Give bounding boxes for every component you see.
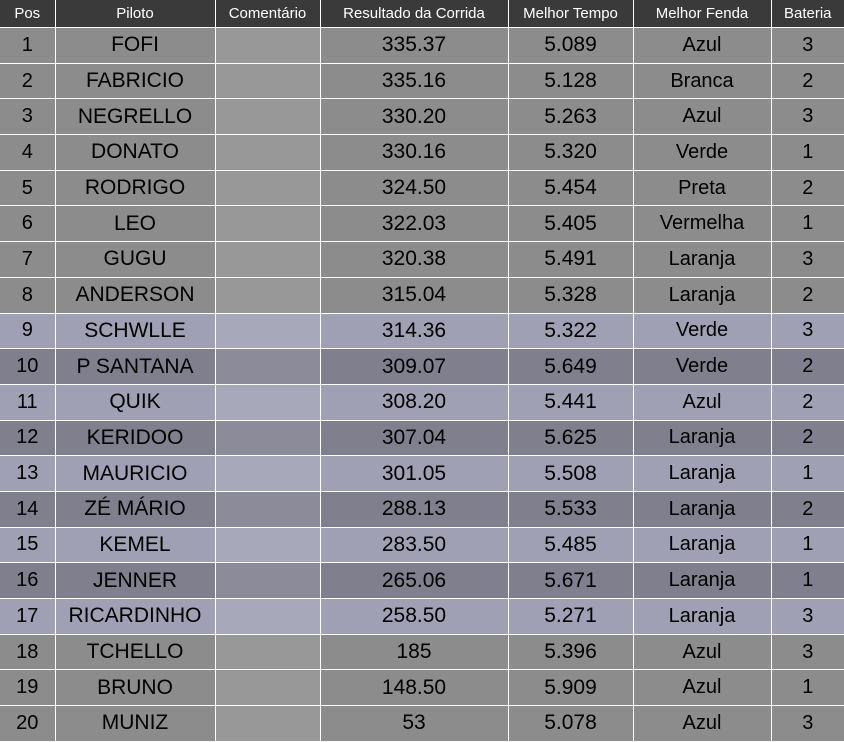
cell-best-lane: Laranja (633, 242, 771, 278)
cell-position: 3 (0, 99, 55, 135)
cell-heat: 3 (771, 706, 844, 742)
cell-best-lane: Preta (633, 170, 771, 206)
cell-position: 1 (0, 28, 55, 64)
cell-best-time: 5.322 (508, 313, 633, 349)
cell-best-time: 5.078 (508, 706, 633, 742)
table-row (0, 242, 844, 278)
cell-comment (215, 135, 320, 171)
table-row (0, 99, 844, 135)
cell-best-time: 5.533 (508, 491, 633, 527)
cell-best-lane: Verde (633, 313, 771, 349)
cell-best-lane: Laranja (633, 456, 771, 492)
cell-heat: 3 (771, 242, 844, 278)
cell-heat: 2 (771, 420, 844, 456)
cell-best-lane: Branca (633, 63, 771, 99)
cell-position: 13 (0, 456, 55, 492)
cell-driver-name: SCHWLLE (55, 313, 215, 349)
cell-driver-name: FOFI (55, 28, 215, 64)
cell-race-result: 53 (320, 706, 508, 742)
cell-best-lane: Verde (633, 349, 771, 385)
cell-best-lane: Azul (633, 28, 771, 64)
cell-driver-name: ANDERSON (55, 277, 215, 313)
cell-position: 15 (0, 527, 55, 563)
cell-best-time: 5.491 (508, 242, 633, 278)
cell-position: 6 (0, 206, 55, 242)
cell-heat: 3 (771, 634, 844, 670)
cell-best-lane: Laranja (633, 527, 771, 563)
cell-best-lane: Laranja (633, 491, 771, 527)
cell-race-result: 283.50 (320, 527, 508, 563)
cell-race-result: 335.37 (320, 28, 508, 64)
cell-driver-name: BRUNO (55, 670, 215, 706)
table-row (0, 670, 844, 706)
cell-best-lane: Laranja (633, 420, 771, 456)
column-header-piloto: Piloto (55, 0, 215, 28)
cell-best-lane: Azul (633, 634, 771, 670)
table-row (0, 491, 844, 527)
cell-heat: 1 (771, 135, 844, 171)
cell-heat: 3 (771, 313, 844, 349)
cell-position: 9 (0, 313, 55, 349)
cell-driver-name: MUNIZ (55, 706, 215, 742)
cell-best-time: 5.328 (508, 277, 633, 313)
cell-heat: 2 (771, 170, 844, 206)
cell-position: 7 (0, 242, 55, 278)
cell-race-result: 330.20 (320, 99, 508, 135)
cell-comment (215, 349, 320, 385)
cell-comment (215, 634, 320, 670)
cell-position: 14 (0, 491, 55, 527)
cell-heat: 2 (771, 491, 844, 527)
cell-driver-name: RODRIGO (55, 170, 215, 206)
cell-comment (215, 277, 320, 313)
cell-best-lane: Laranja (633, 563, 771, 599)
cell-position: 12 (0, 420, 55, 456)
cell-driver-name: QUIK (55, 384, 215, 420)
table-row (0, 135, 844, 171)
cell-heat: 3 (771, 599, 844, 635)
cell-race-result: 324.50 (320, 170, 508, 206)
cell-race-result: 288.13 (320, 491, 508, 527)
cell-comment (215, 527, 320, 563)
cell-position: 8 (0, 277, 55, 313)
table-row (0, 206, 844, 242)
cell-race-result: 301.05 (320, 456, 508, 492)
cell-best-time: 5.089 (508, 28, 633, 64)
cell-race-result: 265.06 (320, 563, 508, 599)
cell-best-time: 5.454 (508, 170, 633, 206)
cell-driver-name: KERIDOO (55, 420, 215, 456)
cell-best-time: 5.671 (508, 563, 633, 599)
cell-race-result: 322.03 (320, 206, 508, 242)
cell-best-time: 5.271 (508, 599, 633, 635)
table-row (0, 527, 844, 563)
cell-best-time: 5.128 (508, 63, 633, 99)
table-row (0, 456, 844, 492)
cell-position: 17 (0, 599, 55, 635)
cell-driver-name: NEGRELLO (55, 99, 215, 135)
cell-comment (215, 491, 320, 527)
cell-comment (215, 563, 320, 599)
cell-heat: 1 (771, 527, 844, 563)
cell-comment (215, 706, 320, 742)
header-row (0, 0, 844, 28)
cell-driver-name: RICARDINHO (55, 599, 215, 635)
cell-best-lane: Laranja (633, 277, 771, 313)
cell-comment (215, 63, 320, 99)
cell-driver-name: FABRICIO (55, 63, 215, 99)
table-row (0, 170, 844, 206)
cell-race-result: 148.50 (320, 670, 508, 706)
cell-best-time: 5.263 (508, 99, 633, 135)
cell-position: 19 (0, 670, 55, 706)
cell-position: 18 (0, 634, 55, 670)
cell-heat: 2 (771, 63, 844, 99)
cell-race-result: 314.36 (320, 313, 508, 349)
cell-comment (215, 670, 320, 706)
cell-race-result: 330.16 (320, 135, 508, 171)
cell-best-lane: Azul (633, 384, 771, 420)
cell-heat: 2 (771, 277, 844, 313)
cell-position: 4 (0, 135, 55, 171)
table-row (0, 28, 844, 64)
cell-heat: 1 (771, 206, 844, 242)
cell-race-result: 307.04 (320, 420, 508, 456)
cell-best-time: 5.625 (508, 420, 633, 456)
cell-best-lane: Azul (633, 99, 771, 135)
table-body (0, 28, 844, 742)
table-row (0, 63, 844, 99)
cell-race-result: 315.04 (320, 277, 508, 313)
cell-race-result: 308.20 (320, 384, 508, 420)
table-row (0, 706, 844, 742)
cell-comment (215, 313, 320, 349)
cell-comment (215, 599, 320, 635)
cell-best-lane: Verde (633, 135, 771, 171)
cell-comment (215, 420, 320, 456)
cell-heat: 1 (771, 670, 844, 706)
column-header-resultado: Resultado da Corrida (320, 0, 508, 28)
cell-position: 5 (0, 170, 55, 206)
cell-driver-name: JENNER (55, 563, 215, 599)
cell-heat: 2 (771, 384, 844, 420)
cell-position: 16 (0, 563, 55, 599)
table-row (0, 313, 844, 349)
cell-best-time: 5.405 (508, 206, 633, 242)
cell-heat: 2 (771, 349, 844, 385)
table-row (0, 277, 844, 313)
cell-race-result: 320.38 (320, 242, 508, 278)
cell-driver-name: LEO (55, 206, 215, 242)
cell-position: 11 (0, 384, 55, 420)
table-row (0, 420, 844, 456)
cell-race-result: 335.16 (320, 63, 508, 99)
cell-best-lane: Azul (633, 706, 771, 742)
cell-best-time: 5.508 (508, 456, 633, 492)
cell-driver-name: KEMEL (55, 527, 215, 563)
cell-comment (215, 384, 320, 420)
cell-driver-name: MAURICIO (55, 456, 215, 492)
cell-best-lane: Laranja (633, 599, 771, 635)
cell-comment (215, 456, 320, 492)
cell-heat: 1 (771, 456, 844, 492)
table-row (0, 384, 844, 420)
cell-driver-name: P SANTANA (55, 349, 215, 385)
cell-position: 20 (0, 706, 55, 742)
cell-comment (215, 28, 320, 64)
cell-heat: 3 (771, 99, 844, 135)
cell-comment (215, 170, 320, 206)
cell-best-lane: Vermelha (633, 206, 771, 242)
cell-race-result: 258.50 (320, 599, 508, 635)
column-header-bateria: Bateria (771, 0, 844, 28)
cell-best-time: 5.485 (508, 527, 633, 563)
cell-best-time: 5.649 (508, 349, 633, 385)
cell-comment (215, 99, 320, 135)
cell-driver-name: ZÉ MÁRIO (55, 491, 215, 527)
table-row (0, 349, 844, 385)
table-row (0, 634, 844, 670)
cell-race-result: 185 (320, 634, 508, 670)
cell-best-time: 5.396 (508, 634, 633, 670)
cell-heat: 1 (771, 563, 844, 599)
cell-comment (215, 206, 320, 242)
cell-heat: 3 (771, 28, 844, 64)
table-row (0, 563, 844, 599)
cell-best-time: 5.909 (508, 670, 633, 706)
cell-driver-name: DONATO (55, 135, 215, 171)
cell-best-time: 5.320 (508, 135, 633, 171)
cell-comment (215, 242, 320, 278)
cell-race-result: 309.07 (320, 349, 508, 385)
table-row (0, 599, 844, 635)
cell-driver-name: GUGU (55, 242, 215, 278)
cell-best-time: 5.441 (508, 384, 633, 420)
table-header (0, 0, 844, 28)
cell-driver-name: TCHELLO (55, 634, 215, 670)
column-header-pos: Pos (0, 0, 55, 28)
column-header-melhor-fenda: Melhor Fenda (633, 0, 771, 28)
column-header-melhor-tempo: Melhor Tempo (508, 0, 633, 28)
column-header-comentario: Comentário (215, 0, 320, 28)
cell-best-lane: Azul (633, 670, 771, 706)
cell-position: 10 (0, 349, 55, 385)
cell-position: 2 (0, 63, 55, 99)
